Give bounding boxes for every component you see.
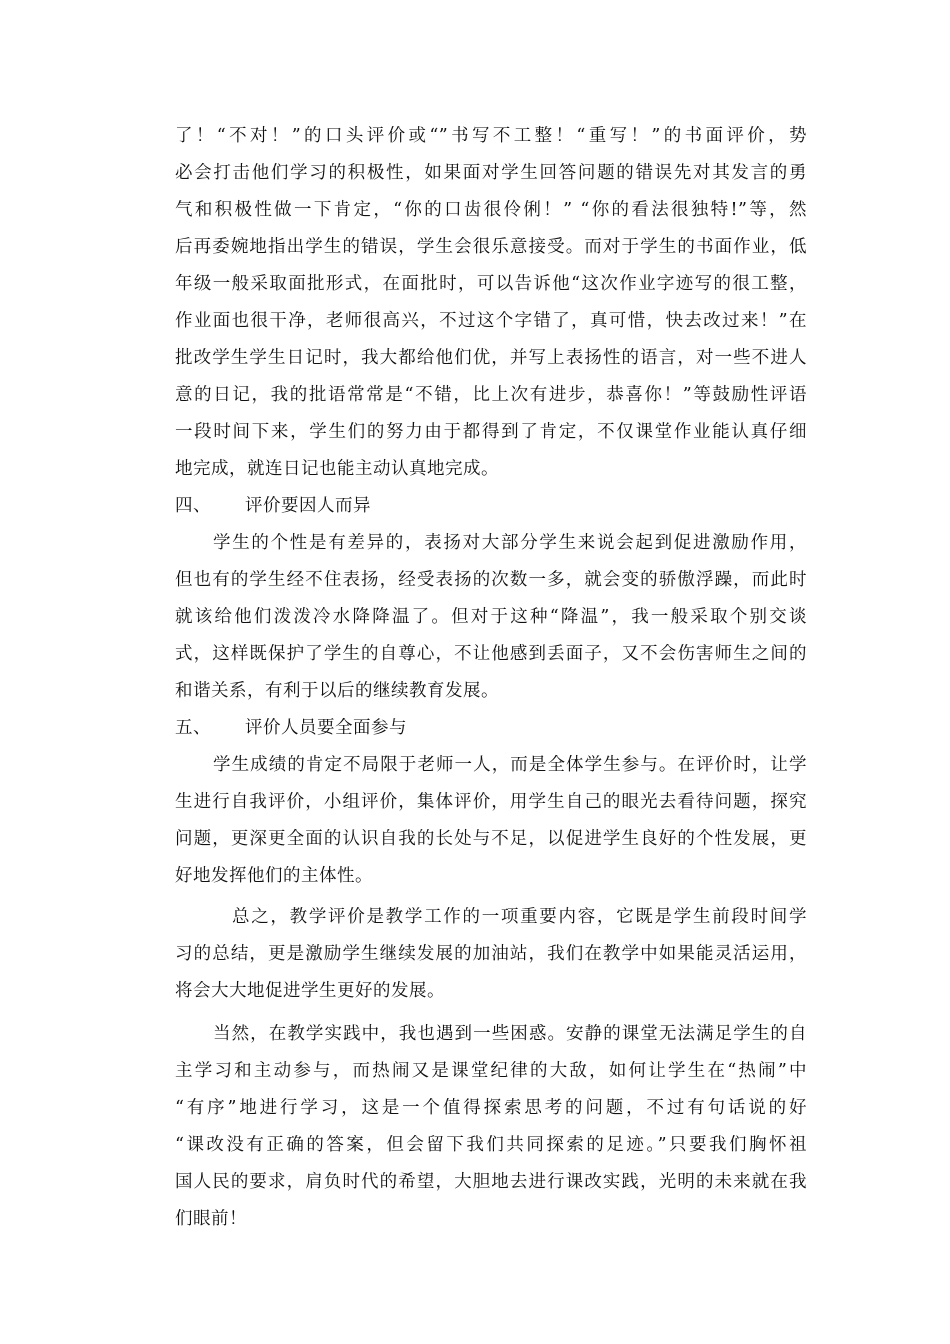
text-line: 作业面也很干净，老师很高兴，不过这个字错了，真可惜，快去改过来！”在 [175, 311, 807, 331]
text-line: 问题，更深更全面的认识自我的长处与不足，以促进学生良好的个性发展，更 [175, 829, 807, 849]
text-line: 生进行自我评价，小组评价，集体评价，用学生自己的眼光去看待问题，探究 [175, 792, 807, 812]
text-line: 将会大大地促进学生更好的发展。 [175, 981, 445, 1001]
text-line: 地完成，就连日记也能主动认真地完成。 [175, 459, 499, 479]
text-line: 了！“不对！”的口头评价或“”书写不工整！“重写！”的书面评价，势 [175, 126, 807, 146]
text-line: 们眼前！ [175, 1209, 247, 1229]
section-heading [175, 716, 807, 740]
paragraph-first-line: 学生成绩的肯定不局限于老师一人，而是全体学生参与。在评价时，让学 [213, 755, 807, 775]
text-line: 后再委婉地指出学生的错误，学生会很乐意接受。而对于学生的书面作业，低 [175, 237, 807, 257]
text-line: 式，这样既保护了学生的自尊心，不让他感到丢面子，又不会伤害师生之间的 [175, 644, 807, 664]
text-line: 习的总结，更是激励学生继续发展的加油站，我们在教学中如果能灵活运用， [175, 944, 807, 964]
text-line: 气和积极性做一下肯定，“你的口齿很伶俐！” “你的看法很独特!”等，然 [175, 200, 807, 220]
text-line: 但也有的学生经不住表扬，经受表扬的次数一多，就会变的骄傲浮躁，而此时 [175, 570, 807, 590]
text-line: “课改没有正确的答案，但会留下我们共同探索的足迹。”只要我们胸怀祖 [175, 1135, 807, 1155]
text-line: 一段时间下来，学生们的努力由于都得到了肯定，不仅课堂作业能认真仔细 [175, 422, 807, 442]
text-line: 主学习和主动参与，而热闹又是课堂纪律的大敌，如何让学生在“热闹”中 [175, 1061, 807, 1081]
paragraph-first-line: 总之，教学评价是教学工作的一项重要内容，它既是学生前段时间学 [232, 907, 807, 927]
text-line: 就该给他们泼泼冷水降降温了。但对于这种“降温”，我一般采取个别交谈 [175, 607, 807, 627]
section-title: 评价人员要全面参与 [245, 718, 407, 738]
text-line: 批改学生学生日记时，我大都给他们优，并写上表扬性的语言，对一些不进人 [175, 348, 807, 368]
text-line: 意的日记，我的批语常常是“不错，比上次有进步，恭喜你！”等鼓励性评语 [175, 385, 807, 405]
text-line: 好地发挥他们的主体性。 [175, 866, 373, 886]
section-number: 四、 [175, 496, 211, 516]
text-line: 年级一般采取面批形式，在面批时，可以告诉他“这次作业字迹写的很工整， [175, 274, 807, 294]
text-line: “有序”地进行学习，这是一个值得探索思考的问题，不过有句话说的好 [175, 1098, 807, 1118]
section-heading [175, 494, 807, 518]
paragraph-first-line: 学生的个性是有差异的，表扬对大部分学生来说会起到促进激励作用， [213, 533, 807, 553]
section-title: 评价要因人而异 [245, 496, 371, 516]
text-line: 和谐关系，有利于以后的继续教育发展。 [175, 681, 499, 701]
text-line: 必会打击他们学习的积极性，如果面对学生回答问题的错误先对其发言的勇 [175, 163, 807, 183]
text-line: 国人民的要求，肩负时代的希望，大胆地去进行课改实践，光明的未来就在我 [175, 1172, 807, 1192]
paragraph-first-line: 当然，在教学实践中，我也遇到一些困惑。安静的课堂无法满足学生的自 [213, 1024, 807, 1044]
section-number: 五、 [175, 718, 211, 738]
